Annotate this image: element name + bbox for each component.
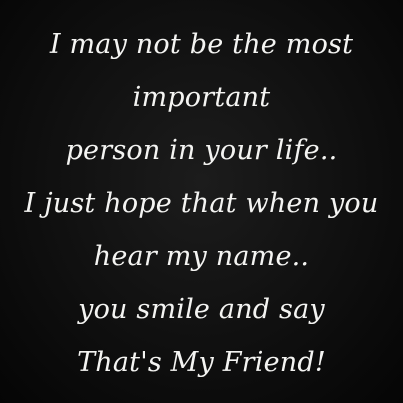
- quote-line-3: person in your life..: [65, 135, 338, 166]
- quote-line-4: I just hope that when you: [24, 188, 379, 219]
- quote-line-5: hear my name..: [93, 241, 310, 272]
- quote-line-2: important: [132, 82, 271, 113]
- quote-line-6: you smile and say: [78, 294, 325, 325]
- quote-line-7: That's My Friend!: [77, 347, 326, 378]
- quote-line-1: I may not be the most: [49, 29, 354, 60]
- quote-text-block: [0, 18, 403, 389]
